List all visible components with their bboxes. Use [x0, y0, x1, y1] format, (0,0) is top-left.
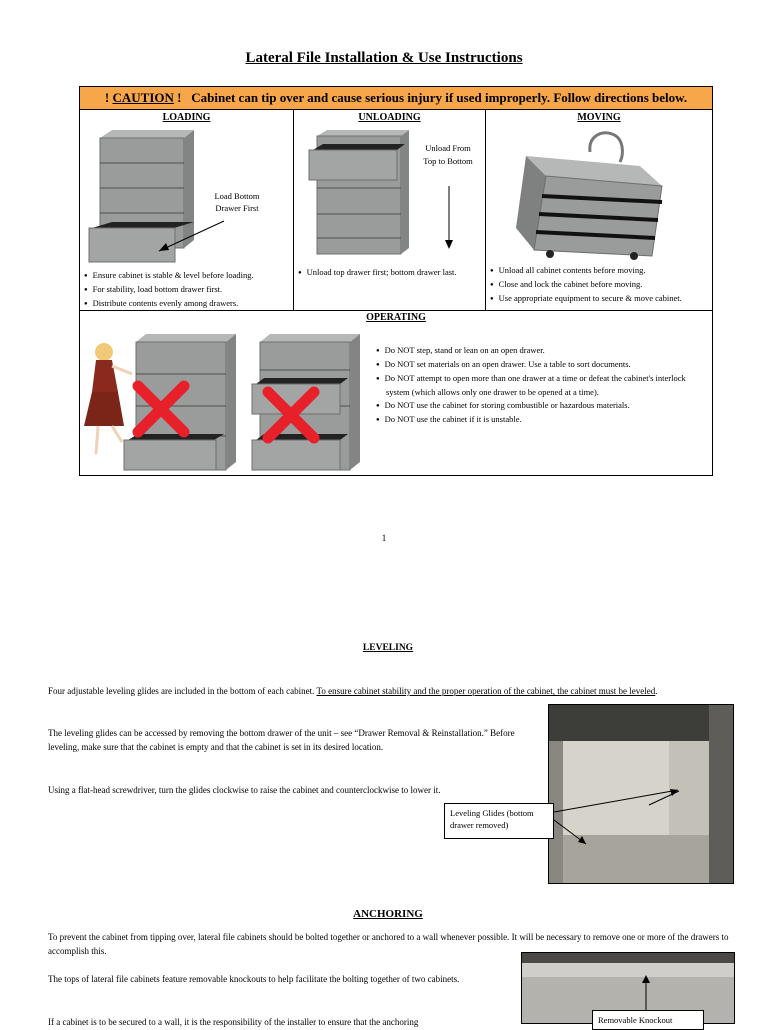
leveling-glides-callout: Leveling Glides (bottom drawer removed): [444, 803, 554, 839]
list-item: ● Close and lock the cabinet before moving.: [490, 278, 712, 292]
page-title: Lateral File Installation & Use Instructions: [245, 50, 523, 66]
operating-heading: OPERATING: [366, 312, 426, 323]
anchoring-paragraph-3: If a cabinet is to be secured to a wall, it is the responsibility of the installer to ensure that the anchoring: [48, 1017, 419, 1027]
column-divider: [485, 109, 486, 310]
list-item: ● Do NOT set materials on an open drawer. Use a table to sort documents.: [376, 358, 701, 372]
list-item: ● Use appropriate equipment to secure & move cabinet.: [490, 292, 712, 306]
moving-heading: MOVING: [577, 112, 621, 123]
loading-callout: Load Bottom Drawer First: [214, 191, 260, 213]
list-item: ● Distribute contents evenly among drawers.: [84, 297, 292, 311]
anchoring-paragraph-1: To prevent the cabinet from tipping over, lateral file cabinets should be bolted together or anchored to a wall whenever possible. It will be necessary to remove one or more of the drawers to accomplish this.: [48, 932, 729, 956]
operating-list: [376, 344, 701, 427]
page-number: 1: [381, 533, 387, 543]
unloading-heading: UNLOADING: [358, 112, 421, 123]
leveling-paragraph-3: Using a flat-head screwdriver, turn the glides clockwise to raise the cabinet and counterclockwise to lower it.: [48, 785, 441, 795]
caution-label: ! CAUTION !: [104, 90, 182, 105]
leveling-paragraph-2: The leveling glides can be accessed by removing the bottom drawer of the unit – see “Drawer Removal & Reinstallation.” Before leveling, make sure that the cabinet is empty and that the cabinet is set in its desired location.: [48, 728, 515, 752]
list-item: ● For stability, load bottom drawer first.: [84, 283, 292, 297]
leveling-heading: LEVELING: [362, 643, 414, 653]
caution-banner: [80, 87, 712, 110]
unloading-callout: Unload From Top to Bottom: [423, 143, 473, 166]
list-item: ● Do NOT use the cabinet for storing combustible or hazardous materials.: [376, 399, 701, 413]
column-divider: [293, 109, 294, 310]
list-item: ● Do NOT use the cabinet if it is unstable.: [376, 413, 701, 427]
removable-knockout-callout: Removable Knockout: [592, 1010, 704, 1030]
unloading-list: [298, 266, 484, 280]
leveling-paragraph-1: Four adjustable leveling glides are included in the bottom of each cabinet. To ensure cabinet stability and the proper operation of the cabinet, the cabinet must be leveled.: [48, 686, 658, 696]
list-item: ● Do NOT attempt to open more than one drawer at a time or defeat the cabinet's interlock system (which allows only one drawer to be opened at a time).: [376, 372, 701, 399]
list-item: ● Do NOT step, stand or lean on an open drawer.: [376, 344, 701, 358]
leveling-callout-arrows: [552, 786, 682, 850]
loading-heading: LOADING: [162, 112, 211, 123]
caution-text: Cabinet can tip over and cause serious injury if used improperly. Follow directions below.: [191, 90, 688, 105]
anchoring-heading: ANCHORING: [353, 908, 423, 920]
anchoring-paragraph-2: The tops of lateral file cabinets feature removable knockouts to help facilitate the bolting together of two cabinets.: [48, 974, 460, 984]
list-item: ● Ensure cabinet is stable & level before loading.: [84, 269, 292, 283]
operating-illustration: [84, 330, 364, 472]
moving-list: [490, 264, 712, 306]
list-item: ● Unload all cabinet contents before moving.: [490, 264, 712, 278]
list-item: ● Unload top drawer first; bottom drawer last.: [298, 266, 484, 280]
moving-cabinet-illustration: [512, 128, 672, 260]
loading-list: [84, 269, 292, 311]
